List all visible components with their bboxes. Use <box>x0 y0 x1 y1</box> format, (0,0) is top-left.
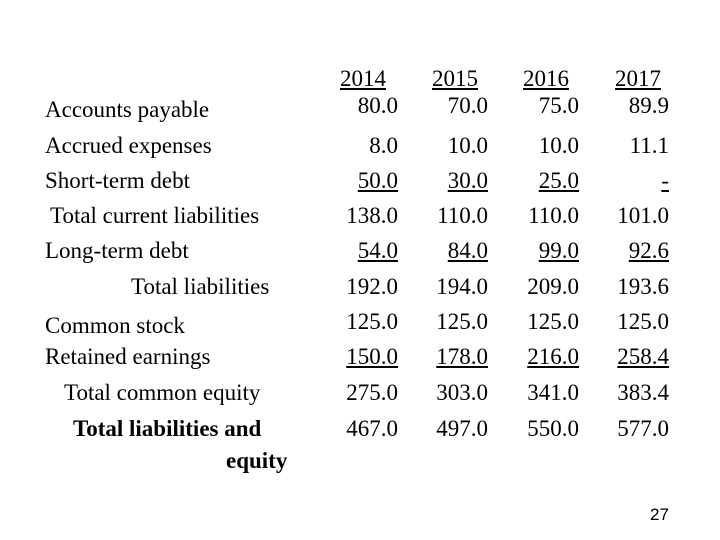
value-total-common-equity: 383.4 <box>617 380 669 405</box>
label-short-term-debt: Short-term debt <box>45 168 190 193</box>
value-total-liabilities: 192.0 <box>346 274 398 299</box>
value-long-term-debt: 54.0 <box>357 238 398 263</box>
value-short-term-debt: - <box>661 168 669 193</box>
value-common-stock: 125.0 <box>617 309 669 334</box>
value-total-liabilities: 194.0 <box>436 274 488 299</box>
year-header: 2017 <box>615 66 661 91</box>
value-total-current-liabilities: 138.0 <box>346 203 398 228</box>
value-total-liabilities-and-equity: 497.0 <box>436 416 488 441</box>
value-accounts-payable: 89.9 <box>628 93 669 118</box>
value-long-term-debt: 84.0 <box>447 238 488 263</box>
value-long-term-debt: 92.6 <box>628 238 669 263</box>
value-short-term-debt: 25.0 <box>538 168 579 193</box>
value-accounts-payable: 70.0 <box>447 93 488 118</box>
value-total-liabilities: 193.6 <box>617 274 669 299</box>
value-retained-earnings: 216.0 <box>527 344 579 369</box>
label-long-term-debt: Long-term debt <box>45 238 189 263</box>
value-total-liabilities-and-equity: 550.0 <box>527 416 579 441</box>
value-total-common-equity: 303.0 <box>436 380 488 405</box>
value-accrued-expenses: 8.0 <box>369 133 398 158</box>
label-accounts-payable: Accounts payable <box>45 97 210 122</box>
value-long-term-debt: 99.0 <box>538 238 579 263</box>
value-total-common-equity: 341.0 <box>527 380 579 405</box>
value-common-stock: 125.0 <box>436 309 488 334</box>
label-common-stock: Common stock <box>45 313 185 338</box>
value-total-current-liabilities: 110.0 <box>437 203 488 228</box>
value-accrued-expenses: 10.0 <box>447 133 488 158</box>
value-common-stock: 125.0 <box>346 309 398 334</box>
value-total-liabilities: 209.0 <box>527 274 579 299</box>
value-total-liabilities-and-equity: 577.0 <box>617 416 669 441</box>
value-short-term-debt: 30.0 <box>447 168 488 193</box>
value-accounts-payable: 80.0 <box>357 93 398 118</box>
value-total-liabilities-and-equity: 467.0 <box>346 416 398 441</box>
label-equity: equity <box>226 448 288 473</box>
page-number: 27 <box>650 505 669 524</box>
value-common-stock: 125.0 <box>527 309 579 334</box>
label-accrued-expenses: Accrued expenses <box>45 133 212 158</box>
label-total-liabilities: Total liabilities <box>131 274 270 299</box>
value-retained-earnings: 258.4 <box>617 344 669 369</box>
year-header: 2015 <box>432 66 478 91</box>
value-accrued-expenses: 11.1 <box>629 133 669 158</box>
year-header: 2016 <box>523 66 569 91</box>
value-accounts-payable: 75.0 <box>538 93 579 118</box>
value-accrued-expenses: 10.0 <box>538 133 579 158</box>
value-total-current-liabilities: 101.0 <box>617 203 669 228</box>
year-header: 2014 <box>340 66 386 91</box>
value-total-current-liabilities: 110.0 <box>528 203 579 228</box>
label-total-liabilities-and: Total liabilities and <box>73 416 262 441</box>
label-retained-earnings: Retained earnings <box>45 344 211 369</box>
value-retained-earnings: 150.0 <box>346 344 398 369</box>
label-total-common-equity: Total common equity <box>64 380 261 405</box>
label-total-current-liabilities: Total current liabilities <box>50 203 260 228</box>
value-short-term-debt: 50.0 <box>357 168 398 193</box>
value-total-common-equity: 275.0 <box>346 380 398 405</box>
value-retained-earnings: 178.0 <box>436 344 488 369</box>
